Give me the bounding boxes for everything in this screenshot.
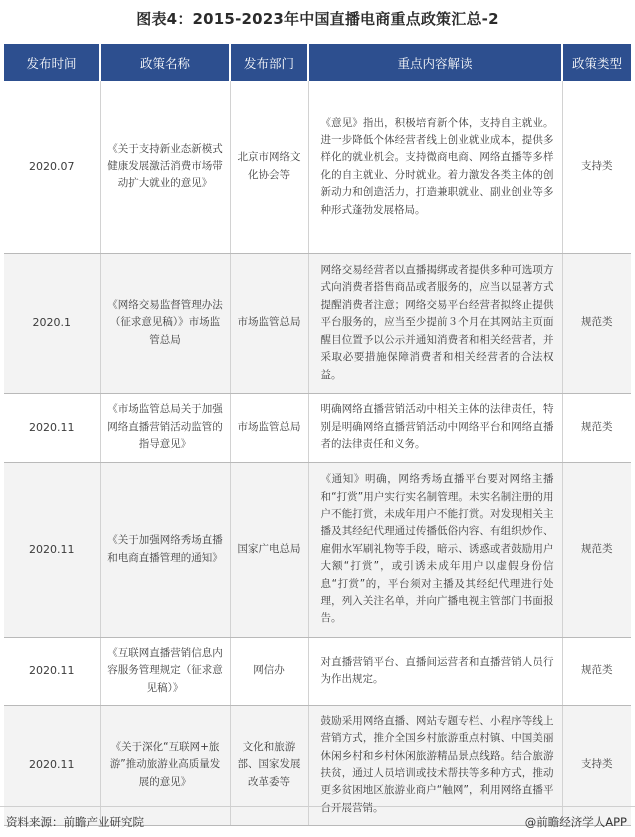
header-type: 政策类型 <box>562 44 631 81</box>
table-row <box>4 81 631 253</box>
cell-content: 明确网络直播营销活动中相关主体的法律责任，特别是明确网络直播营销活动中网络平台和网络直播者的法律责任和义务。 <box>308 393 562 462</box>
footer <box>0 806 635 837</box>
table-header-row <box>4 44 631 81</box>
cell-date: 2020.11 <box>4 393 100 462</box>
table-row <box>4 462 631 637</box>
cell-type: 规范类 <box>562 462 631 637</box>
cell-date: 2020.11 <box>4 637 100 705</box>
cell-policy-name: 《互联网直播营销信息内容服务管理规定（征求意见稿）》 <box>100 637 230 705</box>
cell-department: 市场监管总局 <box>230 253 308 393</box>
cell-content: 鼓励采用网络直播、网站专题专栏、小程序等线上营销方式，推介全国乡村旅游重点村镇、中国美丽休闲乡村和乡村休闲旅游精品景点线路。结合旅游扶贫，通过人员培训或技术帮扶等多种方式，推动更多贫困地区旅游业商户“触网”，利用网络直播平台开展营销。 <box>308 705 562 825</box>
table-row <box>4 393 631 462</box>
cell-type: 支持类 <box>562 81 631 253</box>
cell-department: 网信办 <box>230 637 308 705</box>
cell-department: 文化和旅游部、国家发展改革委等 <box>230 705 308 825</box>
cell-department: 北京市网络文化协会等 <box>230 81 308 253</box>
cell-type: 支持类 <box>562 705 631 825</box>
cell-policy-name: 《市场监管总局关于加强网络直播营销活动监管的指导意见》 <box>100 393 230 462</box>
cell-policy-name: 《关于支持新业态新模式健康发展激活消费市场带动扩大就业的意见》 <box>100 81 230 253</box>
cell-content: 网络交易经营者以直播揭绑或者提供多种可选项方式向消费者搭售商品或者服务的，应当以显著方式提醒消费者注意；网络交易平台经营者拟终止提供平台服务的，应当至少提前３个月在其网站主页面醒目位置予以公示并通知消费者和相关经营者，并采取必要措施保障消费者和相关经营者的合法权益。 <box>308 253 562 393</box>
source-note: 资料来源：前瞻产业研究院 <box>6 815 144 829</box>
cell-type: 规范类 <box>562 393 631 462</box>
cell-content: 《通知》明确，网络秀场直播平台要对网络主播和“打赏”用户实行实名制管理。未实名制注册的用户不能打赏，未成年用户不能打赏。对发现相关主播及其经纪代理通过传播低俗内容、有组织炒作、雇佣水军刷礼物等手段，暗示、诱惑或者鼓励用户大额“打赏”，或引诱未成年用户以虚假身份信息“打赏”的，平台须对主播及其经纪代理进行处理，列入关注名单，并向广播电视主管部门书面报告。 <box>308 462 562 637</box>
cell-policy-name: 《关于加强网络秀场直播和电商直播管理的通知》 <box>100 462 230 637</box>
header-content: 重点内容解读 <box>308 44 562 81</box>
header-policy-name: 政策名称 <box>100 44 230 81</box>
policy-table <box>4 44 631 826</box>
cell-date: 2020.11 <box>4 462 100 637</box>
cell-content: 对直播营销平台、直播间运营者和直播营销人员行为作出规定。 <box>308 637 562 705</box>
cell-type: 规范类 <box>562 253 631 393</box>
header-date: 发布时间 <box>4 44 100 81</box>
cell-content: 《意见》指出，积极培育新个体，支持自主就业。进一步降低个体经营者线上创业就业成本，提供多样化的就业机会。支持微商电商、网络直播等多样化的自主就业、分时就业。着力激发各类主体的创新动力和创造活力，打造兼职就业、副业创业等多种形式蓬勃发展格局。 <box>308 81 562 253</box>
cell-date: 2020.07 <box>4 81 100 253</box>
chart-title: 图表4：2015-2023年中国直播电商重点政策汇总-2 <box>136 10 499 28</box>
cell-policy-name: 《关于深化“互联网+旅游”推动旅游业高质量发展的意见》 <box>100 705 230 825</box>
cell-department: 国家广电总局 <box>230 462 308 637</box>
cell-date: 2020.11 <box>4 705 100 825</box>
cell-date: 2020.1 <box>4 253 100 393</box>
header-department: 发布部门 <box>230 44 308 81</box>
cell-policy-name: 《网络交易监督管理办法（征求意见稿）》市场监管总局 <box>100 253 230 393</box>
cell-department: 市场监管总局 <box>230 393 308 462</box>
cell-type: 规范类 <box>562 637 631 705</box>
table-row <box>4 253 631 393</box>
table-row <box>4 637 631 705</box>
brand-label: @前瞻经济学人APP <box>524 815 627 829</box>
